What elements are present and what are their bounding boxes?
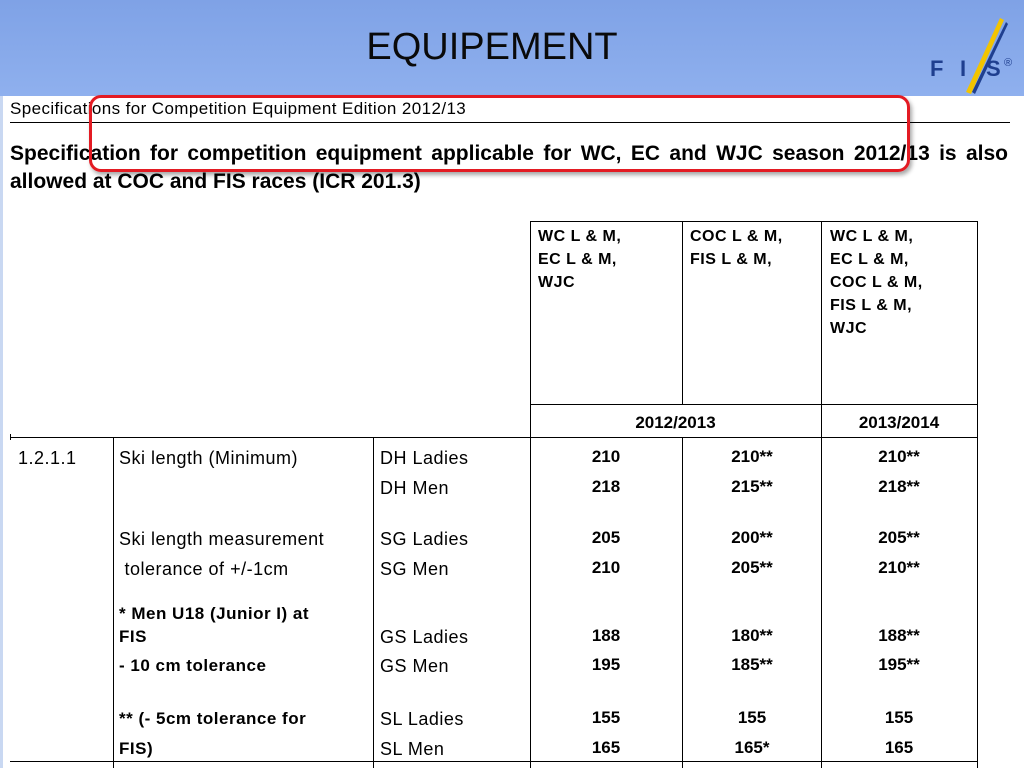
- discipline-gs-ladies: GS Ladies: [380, 627, 469, 647]
- col-line-discipline: [373, 437, 374, 768]
- value-sl-ladies-2: 155: [737, 708, 767, 727]
- value-dh-men-1: 218: [591, 477, 621, 496]
- column-header-1: WC L & M, EC L & M, WJC: [538, 228, 622, 291]
- note-10cm: - 10 cm tolerance: [119, 656, 267, 675]
- col-line-table-right: [977, 221, 978, 768]
- value-sg-ladies-2: 200**: [731, 528, 773, 547]
- table-top-rule: [530, 221, 978, 222]
- logo-registered: ®: [1004, 57, 1013, 69]
- logo-letter-f: F: [930, 56, 944, 81]
- left-edge-strip: [0, 96, 3, 768]
- value-gs-ladies-3: 188**: [878, 626, 920, 645]
- desc-measurement: Ski length measurement: [119, 529, 325, 549]
- value-dh-ladies-1: 210: [591, 447, 621, 466]
- season-bottom-rule: [10, 437, 978, 438]
- value-sl-ladies-3: 155: [884, 708, 914, 727]
- value-sg-men-1: 210: [591, 558, 621, 577]
- value-sg-ladies-3: 205**: [878, 528, 920, 547]
- discipline-sl-ladies: SL Ladies: [380, 709, 464, 729]
- discipline-sl-men: SL Men: [380, 739, 445, 759]
- value-sg-men-3: 210**: [878, 558, 920, 577]
- spec-heading: Specification for competition equipment applicable for WC, EC and WJC season 2012/13 is also allowed at COC and FIS races (ICR 201.3): [10, 142, 1008, 193]
- discipline-sg-men: SG Men: [380, 559, 450, 579]
- discipline-dh-men: DH Men: [380, 478, 450, 498]
- col-line-values-right: [821, 221, 822, 768]
- note-fis: FIS: [119, 627, 147, 646]
- value-sg-ladies-1: 205: [591, 528, 621, 547]
- logo-letter-s: S: [986, 56, 1001, 81]
- value-gs-ladies-2: 180**: [731, 626, 773, 645]
- edition-line: Specifications for Competition Equipment Edition 2012/13: [10, 99, 467, 118]
- value-sg-men-2: 205**: [731, 558, 773, 577]
- value-dh-ladies-3: 210**: [878, 447, 920, 466]
- note-5cm: ** (- 5cm tolerance for: [119, 709, 307, 728]
- discipline-dh-ladies: DH Ladies: [380, 448, 469, 468]
- season-2013-2014: 2013/2014: [858, 413, 940, 432]
- value-dh-ladies-2: 210**: [731, 447, 773, 466]
- fis-logo: [922, 14, 1018, 96]
- value-dh-men-3: 218**: [878, 477, 920, 496]
- value-sl-men-2: 165*: [734, 738, 770, 757]
- value-gs-men-2: 185**: [731, 655, 773, 674]
- discipline-gs-men: GS Men: [380, 656, 450, 676]
- value-gs-men-1: 195: [591, 655, 621, 674]
- note-men-u18: * Men U18 (Junior I) at: [119, 604, 310, 623]
- section-number: 1.2.1.1: [18, 448, 77, 468]
- desc-ski-length: Ski length (Minimum): [119, 448, 299, 468]
- value-sl-men-3: 165: [884, 738, 914, 757]
- col-line-values-left: [530, 221, 531, 768]
- slide-title: EQUIPEMENT: [366, 26, 618, 68]
- column-header-2: COC L & M, FIS L & M,: [690, 228, 783, 268]
- value-gs-men-3: 195**: [878, 655, 920, 674]
- table-bottom-rule: [10, 761, 978, 762]
- season-top-rule: [530, 404, 978, 405]
- col-line-values-mid: [682, 221, 683, 404]
- season-2012-2013: 2012/2013: [635, 413, 716, 432]
- col-line-values-mid-lower: [682, 437, 683, 768]
- column-header-3: WC L & M, EC L & M, COC L & M, FIS L & M, WJC: [830, 228, 923, 337]
- value-sl-men-1: 165: [591, 738, 621, 757]
- desc-tolerance: tolerance of +/-1cm: [119, 559, 289, 579]
- value-sl-ladies-1: 155: [591, 708, 621, 727]
- col-line-left-tick: [10, 434, 11, 440]
- discipline-sg-ladies: SG Ladies: [380, 529, 469, 549]
- value-gs-ladies-1: 188: [591, 626, 621, 645]
- highlight-box: [89, 95, 910, 172]
- logo-letter-i: I: [960, 56, 967, 81]
- value-dh-men-2: 215**: [731, 477, 773, 496]
- col-line-desc: [113, 437, 114, 768]
- note-fis-close: FIS): [119, 739, 154, 758]
